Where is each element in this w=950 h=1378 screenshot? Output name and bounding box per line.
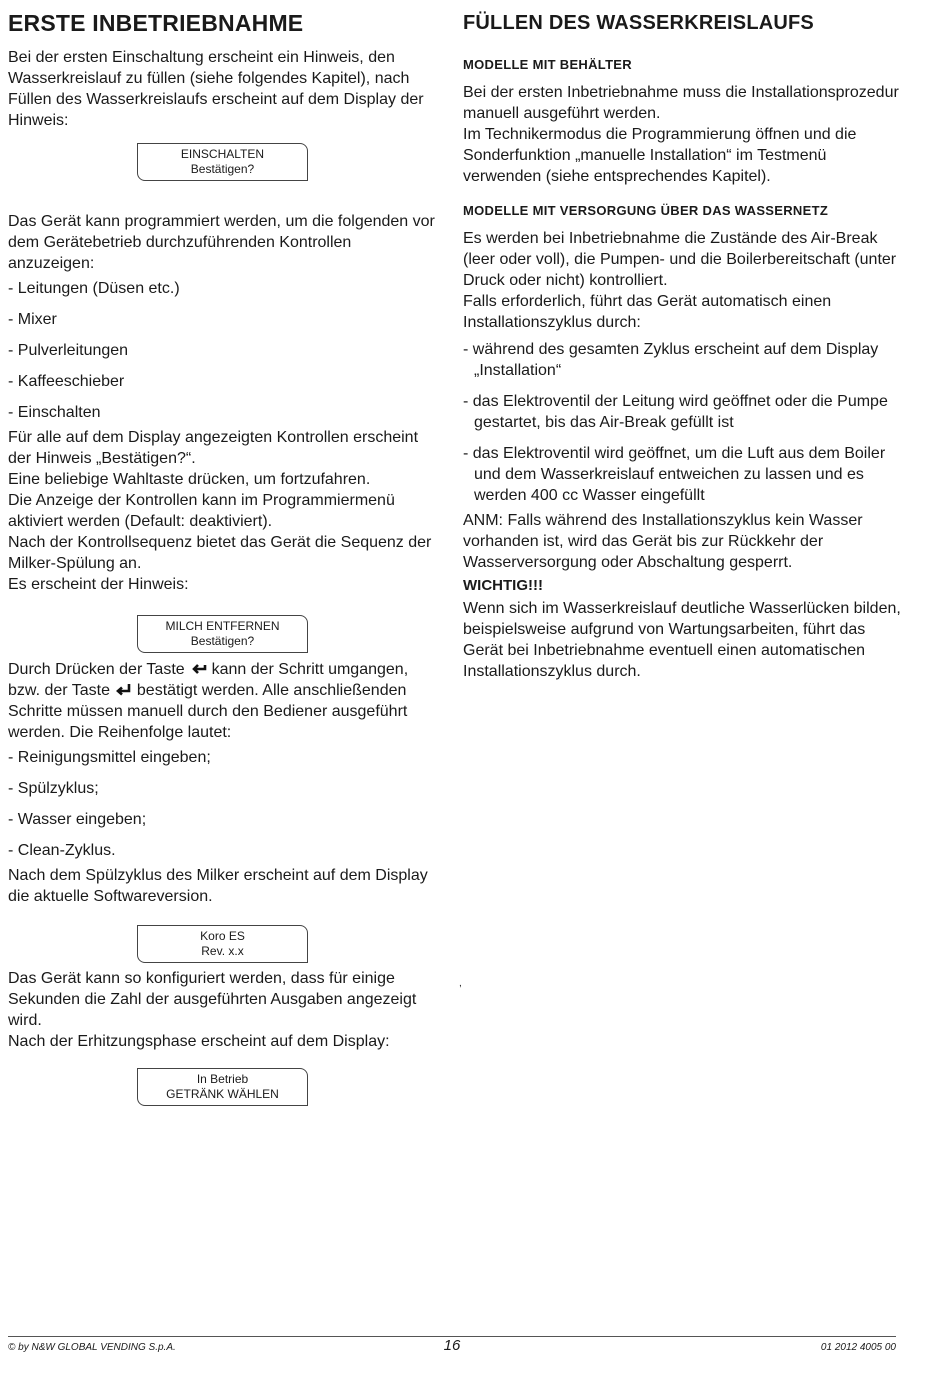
list-item: - Spülzyklus; bbox=[8, 780, 99, 797]
page-footer bbox=[8, 1336, 896, 1357]
display-line: In Betrieb bbox=[196, 1072, 249, 1086]
display-box-software-version bbox=[137, 925, 308, 963]
display-line: Bestätigen? bbox=[190, 162, 255, 176]
display-line: Koro ES bbox=[200, 929, 245, 943]
paragraph: Die Anzeige der Kontrollen kann im Programmiermenü aktiviert werden (Default: deaktiviert). bbox=[8, 492, 395, 530]
list-item: - während des gesamten Zyklus erscheint auf dem Display „Installation“ bbox=[463, 341, 879, 379]
warning-heading: WICHTIG!!! bbox=[463, 577, 543, 594]
list-item: - Clean-Zyklus. bbox=[8, 842, 116, 859]
right-column bbox=[463, 0, 903, 682]
paragraph: Wenn sich im Wasserkreislauf deutliche Wasserlücken bilden, beispielsweise aufgrund von Wartungsarbeiten, führt das Gerät bei Inbetriebnahme eventuell einen automatischen Installationszyklus durch. bbox=[463, 600, 901, 680]
list-item: - Mixer bbox=[8, 311, 57, 328]
list-item: - Leitungen (Düsen etc.) bbox=[8, 280, 180, 297]
display-line: EINSCHALTEN bbox=[180, 147, 265, 161]
paragraph: Es werden bei Inbetriebnahme die Zustände des Air-Break (leer oder voll), die Pumpen- und die Boilerbereitschaft (unter Druck oder nicht) kontrolliert. bbox=[463, 230, 897, 289]
paragraph: Nach dem Spülzyklus des Milker erscheint auf dem Display die aktuelle Softwareversion. bbox=[8, 867, 428, 905]
paragraph: Das Gerät kann so konfiguriert werden, dass für einige Sekunden die Zahl der ausgeführten Ausgaben angezeigt wird. bbox=[8, 970, 417, 1029]
page-number: 16 bbox=[443, 1337, 461, 1354]
display-box-einschalten bbox=[137, 143, 308, 181]
paragraph: Für alle auf dem Display angezeigten Kontrollen erscheint der Hinweis „Bestätigen?“. bbox=[8, 429, 419, 467]
display-line: Bestätigen? bbox=[190, 634, 255, 648]
document-code: 01 2012 4005 00 bbox=[820, 1342, 896, 1353]
subheading-modelle-wassernetz: MODELLE MIT VERSORGUNG ÜBER DAS WASSERNETZ bbox=[463, 203, 829, 218]
list-item: - das Elektroventil der Leitung wird geöffnet oder die Pumpe gestartet, bis das Air-Break gefüllt ist bbox=[463, 393, 888, 431]
paragraph: Im Technikermodus die Programmierung öffnen und die Sonderfunktion „manuelle Installation“ im Testmenü verwenden (siehe entsprechendes Kapitel). bbox=[463, 126, 857, 185]
paragraph: Nach der Erhitzungsphase erscheint auf dem Display: bbox=[8, 1033, 390, 1050]
paragraph: Das Gerät kann programmiert werden, um die folgenden vor dem Gerätebetrieb durchzuführenden Kontrollen anzuzeigen: bbox=[8, 213, 435, 272]
back-arrow-key-icon bbox=[189, 662, 207, 676]
enter-key-icon bbox=[114, 683, 132, 697]
paragraph: Bei der ersten Einschaltung erscheint ein Hinweis, den Wasserkreislauf zu füllen (siehe folgendes Kapitel), nach Füllen des Wasserkreislaufs erscheint auf dem Display der Hinweis: bbox=[8, 49, 424, 129]
note-anm: ANM: Falls während des Installationszyklus kein Wasser vorhanden ist, wird das Gerät bis zur Rückkehr der Wasserversorgung oder Abschaltung gesperrt. bbox=[463, 512, 863, 571]
stray-mark: , bbox=[459, 978, 462, 989]
list-item: - Kaffeeschieber bbox=[8, 373, 125, 390]
list-item: - Pulverleitungen bbox=[8, 342, 129, 359]
display-line: Rev. x.x bbox=[201, 944, 244, 958]
paragraph: Bei der ersten Inbetriebnahme muss die Installationsprozedur manuell ausgeführt werden. bbox=[463, 84, 899, 122]
paragraph-key-instructions: Durch Drücken der Taste kann der Schritt umgangen, bzw. der Taste bestätigt werden. Alle anschließenden Schritte müssen manuell durch den Bediener ausgeführt werden. Die Reihenfolge lautet: bbox=[8, 661, 409, 741]
display-box-in-betrieb bbox=[137, 1068, 308, 1106]
list-item: - Einschalten bbox=[8, 404, 101, 421]
left-column bbox=[8, 0, 440, 1106]
footer-copyright: © by N&W GLOBAL VENDING S.p.A. bbox=[8, 1342, 176, 1353]
list-item: - Wasser eingeben; bbox=[8, 811, 147, 828]
display-line: MILCH ENTFERNEN bbox=[165, 619, 280, 633]
list-item: - Reinigungsmittel eingeben; bbox=[8, 749, 211, 766]
section-title-fuellen-wasserkreislauf: FÜLLEN DES WASSERKREISLAUFS bbox=[463, 12, 814, 34]
paragraph: Nach der Kontrollsequenz bietet das Gerät die Sequenz der Milker-Spülung an. bbox=[8, 534, 432, 572]
display-box-milch-entfernen bbox=[137, 615, 308, 653]
display-line: GETRÄNK WÄHLEN bbox=[166, 1087, 279, 1101]
section-title-erste-inbetriebnahme: ERSTE INBETRIEBNAHME bbox=[8, 10, 304, 36]
paragraph: Eine beliebige Wahltaste drücken, um fortzufahren. bbox=[8, 471, 371, 488]
paragraph: Falls erforderlich, führt das Gerät automatisch einen Installationszyklus durch: bbox=[463, 293, 832, 331]
paragraph: Es erscheint der Hinweis: bbox=[8, 576, 189, 593]
list-item: - das Elektroventil wird geöffnet, um die Luft aus dem Boiler und dem Wasserkreislauf entweichen zu lassen und es werden 400 cc Wasser eingefüllt bbox=[463, 445, 886, 504]
subheading-modelle-mit-behaelter: MODELLE MIT BEHÄLTER bbox=[463, 57, 632, 72]
